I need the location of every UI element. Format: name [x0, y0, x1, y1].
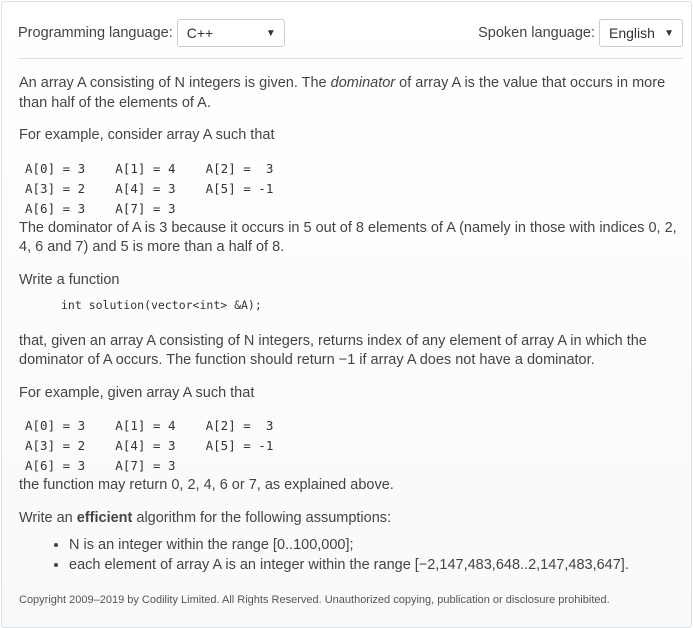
assumptions-list: [19, 536, 687, 575]
chevron-down-icon: ▼: [664, 27, 674, 39]
function-intro: Write a function: [19, 271, 120, 288]
intro-paragraph: [19, 74, 687, 113]
code-line: A[3] = 2 A[4] = 3 A[5] = -1: [25, 180, 274, 196]
spoken-language-label: Spoken language:: [478, 25, 595, 41]
programming-language-select[interactable]: [177, 19, 285, 47]
text: An array A consisting of N integers is given. The: [19, 75, 331, 91]
chevron-down-icon: ▼: [265, 27, 276, 39]
dominator-term: dominator: [330, 75, 396, 91]
example-intro: For example, consider array A such that: [19, 127, 275, 143]
programming-language-value: C++: [186, 25, 214, 41]
assumptions-intro: [19, 509, 687, 529]
result-paragraph: the function may return 0, 2, 4, 6 or 7, as explained above.: [19, 477, 394, 493]
code-line: A[6] = 3 A[7] = 3: [25, 200, 176, 216]
text: algorithm for the following assumptions:: [132, 509, 392, 526]
text: of array A is the value that occurs in more than half of the elements of A.: [19, 75, 666, 111]
language-bar: [18, 18, 683, 48]
array-example-2: [25, 416, 687, 476]
code-line: A[3] = 2 A[4] = 3 A[5] = -1: [25, 438, 274, 453]
code-line: A[0] = 3 A[1] = 4 A[2] = 3: [25, 160, 274, 176]
task-description: [19, 74, 687, 611]
code-line: A[0] = 3 A[1] = 4 A[2] = 3: [25, 418, 274, 433]
code-line: A[6] = 3 A[7] = 3: [25, 458, 176, 473]
task-panel: [1, 1, 692, 628]
example2-intro: For example, given array A such that: [19, 384, 255, 401]
spoken-language-select[interactable]: [599, 19, 683, 47]
programming-language-label: Programming language:: [18, 25, 173, 41]
function-signature: int solution(vector<int> &A);: [61, 298, 262, 312]
text: Write an: [19, 509, 77, 526]
array-example: [25, 159, 687, 219]
efficient-term: efficient: [76, 509, 133, 526]
spoken-language-value: English: [609, 25, 655, 41]
copyright-footer: Copyright 2009–2019 by Codility Limited. All Rights Reserved. Unauthorized copying, publication or disclosure prohibited.: [19, 594, 610, 606]
function-description: that, given an array A consisting of N integers, returns index of any element of array A in which the dominator of A occurs. The function should return −1 if array A does not have a dominator.: [19, 332, 647, 368]
divider: [18, 58, 683, 59]
explanation-paragraph: The dominator of A is 3 because it occurs in 5 out of 8 elements of A (namely in those with indices 0, 2, 4, 6 and 7) and 5 is more than a half of 8.: [19, 219, 677, 255]
assumption-item: • N is an integer within the range [0..100,000];: [69, 536, 687, 556]
assumption-item: • each element of array A is an integer within the range [−2,147,483,648..2,147,483,647].: [69, 556, 687, 576]
